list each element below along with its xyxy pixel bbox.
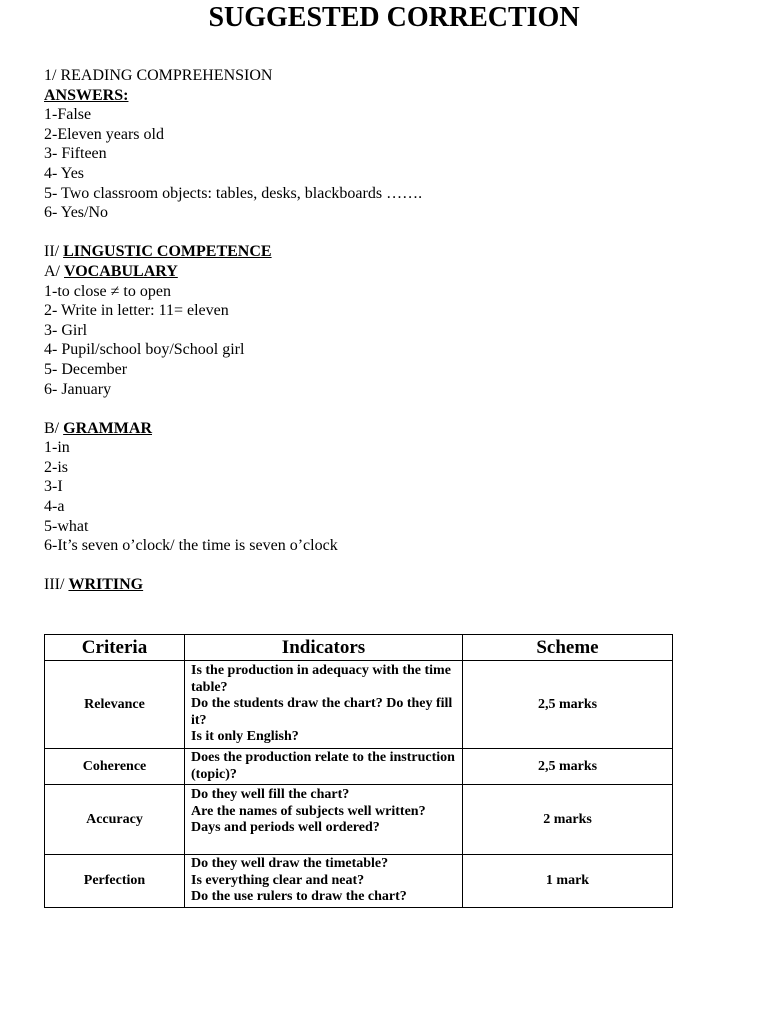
vocab-item: 6- January <box>44 380 112 398</box>
indicator-line: Do the use rulers to draw the chart? <box>191 889 407 905</box>
indicator-line: Is everything clear and neat? <box>191 872 365 888</box>
criteria-cell: Perfection <box>45 855 185 908</box>
indicators-cell <box>185 661 463 749</box>
scheme-cell: 2,5 marks <box>463 661 673 749</box>
scheme-cell: 2,5 marks <box>463 749 673 785</box>
vocab-item: 4- Pupil/school boy/School girl <box>44 341 245 359</box>
indicator-line: Is it only English? <box>191 729 299 745</box>
vocabulary-title: VOCABULARY <box>64 262 178 280</box>
answer-item: 6- Yes/No <box>44 204 109 222</box>
header-indicators: Indicators <box>185 635 463 661</box>
grammar-item: 3-I <box>44 478 63 496</box>
grammar-heading <box>44 419 744 439</box>
criteria-cell: Accuracy <box>45 785 185 855</box>
vocabulary-prefix: A/ <box>44 262 64 280</box>
grammar-title: GRAMMAR <box>63 419 152 437</box>
header-scheme: Scheme <box>463 635 673 661</box>
answer-item: 3- Fifteen <box>44 145 107 163</box>
page-title: SUGGESTED CORRECTION <box>208 2 580 33</box>
reading-heading: 1/ READING COMPREHENSION <box>44 67 273 84</box>
vocabulary-heading <box>44 262 744 282</box>
linguistic-heading <box>44 242 744 262</box>
indicator-line: Do they well fill the chart? <box>191 787 350 802</box>
grammar-item: 1-in <box>44 439 70 457</box>
criteria-cell: Coherence <box>45 749 185 785</box>
writing-heading <box>44 575 744 595</box>
writing-prefix: III/ <box>44 576 69 594</box>
table-row <box>45 855 673 908</box>
scheme-cell: 1 mark <box>463 855 673 908</box>
scheme-cell: 2 marks <box>463 785 673 855</box>
grammar-item: 4-a <box>44 498 65 516</box>
answer-item: 4- Yes <box>44 164 85 182</box>
answer-item: 5- Two classroom objects: tables, desks, blackboards ……. <box>44 184 423 202</box>
linguistic-title: LINGUSTIC COMPETENCE <box>63 243 272 261</box>
indicator-line: Does the production relate to the instruction (topic)? <box>191 749 455 782</box>
indicator-line: Days and periods well ordered? <box>191 820 380 836</box>
header-criteria: Criteria <box>45 635 185 661</box>
criteria-cell: Relevance <box>45 661 185 749</box>
grammar-item: 6-It’s seven o’clock/ the time is seven o’clock <box>44 537 338 555</box>
grammar-item: 5-what <box>44 517 89 535</box>
vocab-item: 3- Girl <box>44 321 88 339</box>
grammar-item: 2-is <box>44 458 68 476</box>
vocab-item: 1-to close ≠ to open <box>44 282 171 300</box>
indicators-cell <box>185 785 463 855</box>
writing-title: WRITING <box>68 576 144 594</box>
indicator-line: Do the students draw the chart? Do they fill it? <box>191 696 453 728</box>
table-row <box>45 661 673 749</box>
indicators-cell <box>185 855 463 908</box>
answer-item: 2-Eleven years old <box>44 125 164 143</box>
answers-label: ANSWERS: <box>44 86 129 104</box>
table-row <box>45 749 673 785</box>
answer-item: 1-False <box>44 106 92 124</box>
marking-scheme-table <box>44 634 673 908</box>
table-header-row <box>45 635 673 661</box>
correction-body <box>44 66 744 595</box>
vocab-item: 2- Write in letter: 11= eleven <box>44 302 229 320</box>
grammar-prefix: B/ <box>44 419 64 437</box>
indicators-cell <box>185 749 463 785</box>
linguistic-prefix: II/ <box>44 243 64 261</box>
indicator-line: Are the names of subjects well written? <box>191 803 426 819</box>
table-row <box>45 785 673 855</box>
indicator-line: Is the production in adequacy with the time table? <box>191 663 451 695</box>
vocab-item: 5- December <box>44 360 128 378</box>
indicator-line: Do they well draw the timetable? <box>191 856 389 872</box>
